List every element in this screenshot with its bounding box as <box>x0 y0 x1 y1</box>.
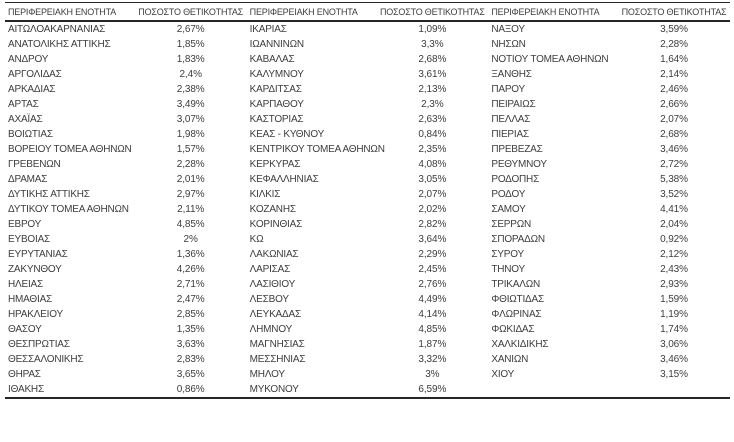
region-cell: ΦΘΙΩΤΙΔΑΣ <box>491 294 544 305</box>
positivity-cell: 2,47% <box>176 294 205 305</box>
table-row <box>488 367 730 382</box>
positivity-cell: 2,71% <box>176 279 205 290</box>
table-row <box>488 247 730 262</box>
table-row <box>488 352 730 367</box>
table-row <box>5 367 247 382</box>
region-cell: ΜΑΓΝΗΣΙΑΣ <box>249 339 305 350</box>
region-cell: ΚΙΛΚΙΣ <box>249 189 281 200</box>
positivity-cell: 6,59% <box>418 384 447 395</box>
column-group-1 <box>5 22 247 397</box>
table-row <box>488 112 730 127</box>
positivity-cell: 3% <box>425 369 440 380</box>
positivity-cell: 3,49% <box>176 99 205 110</box>
region-cell: ΔΥΤΙΚΟΥ ΤΟΜΕΑ ΑΘΗΝΩΝ <box>8 204 129 215</box>
positivity-cell: 3,59% <box>660 24 688 35</box>
region-cell: ΔΥΤΙΚΗΣ ΑΤΤΙΚΗΣ <box>8 189 90 200</box>
column-header-positivity: ΠΟΣΟΣΤΟ ΘΕΤΙΚΟΤΗΤΑΣ <box>138 6 244 17</box>
positivity-cell: 2,66% <box>660 99 688 110</box>
table-row <box>5 22 247 37</box>
region-cell: ΑΡΓΟΛΙΔΑΣ <box>8 69 62 80</box>
region-cell: ΛΕΣΒΟΥ <box>249 294 289 305</box>
region-cell: ΚΟΡΙΝΘΙΑΣ <box>249 219 303 230</box>
table-row <box>247 142 489 157</box>
region-cell: ΤΡΙΚΑΛΩΝ <box>491 279 541 290</box>
region-cell: ΜΗΛΟΥ <box>249 369 285 380</box>
region-cell: ΚΕΦΑΛΛΗΝΙΑΣ <box>249 174 319 185</box>
table-row <box>488 127 730 142</box>
positivity-cell: 3,64% <box>418 234 447 245</box>
positivity-cell: 4,41% <box>660 204 688 215</box>
table-row <box>488 232 730 247</box>
region-cell: ΑΝΔΡΟΥ <box>8 54 49 65</box>
positivity-cell: 1,59% <box>660 294 688 305</box>
positivity-cell: 2,43% <box>660 264 688 275</box>
positivity-cell: 2,28% <box>660 39 688 50</box>
table-row <box>5 322 247 337</box>
table-row <box>5 172 247 187</box>
column-header-region: ΠΕΡΙΦΕΡΕΙΑΚΗ ΕΝΟΤΗΤΑ <box>249 6 358 17</box>
positivity-cell: 2,07% <box>418 189 447 200</box>
region-cell: ΛΗΜΝΟΥ <box>249 324 293 335</box>
table-row <box>5 142 247 157</box>
region-cell: ΛΕΥΚΑΔΑΣ <box>249 309 301 320</box>
positivity-cell: 4,14% <box>418 309 447 320</box>
region-cell: ΠΑΡΟΥ <box>491 84 526 95</box>
positivity-cell: 1,98% <box>176 129 205 140</box>
column-header-region: ΠΕΡΙΦΕΡΕΙΑΚΗ ΕΝΟΤΗΤΑ <box>8 6 117 17</box>
table-row <box>247 82 489 97</box>
table-row <box>5 202 247 217</box>
region-cell: ΤΗΝΟΥ <box>491 264 526 275</box>
positivity-cell: 2,12% <box>660 249 688 260</box>
table-row <box>5 352 247 367</box>
positivity-cell: 2,14% <box>660 69 688 80</box>
region-cell: ΘΕΣΠΡΩΤΙΑΣ <box>8 339 70 350</box>
region-cell: ΕΥΡΥΤΑΝΙΑΣ <box>8 249 68 260</box>
positivity-cell: 3,3% <box>421 39 444 50</box>
table-row <box>247 247 489 262</box>
column-group-2 <box>247 22 489 397</box>
header-pair-3 <box>488 3 730 20</box>
table-row <box>247 277 489 292</box>
table-row <box>488 277 730 292</box>
positivity-table <box>5 2 730 399</box>
table-row <box>488 142 730 157</box>
region-cell: ΞΑΝΘΗΣ <box>491 69 532 80</box>
table-row <box>5 157 247 172</box>
table-row <box>488 52 730 67</box>
table-row <box>488 37 730 52</box>
region-cell: ΧΙΟΥ <box>491 369 515 380</box>
positivity-cell: 0,86% <box>176 384 205 395</box>
positivity-cell: 1,83% <box>176 54 205 65</box>
region-cell: ΕΒΡΟΥ <box>8 219 42 230</box>
positivity-cell: 1,35% <box>176 324 205 335</box>
positivity-cell: 2,97% <box>176 189 205 200</box>
positivity-cell: 2,93% <box>660 279 688 290</box>
table-row <box>488 322 730 337</box>
positivity-cell: 2,45% <box>418 264 447 275</box>
positivity-cell: 2,46% <box>660 84 688 95</box>
table-row <box>5 217 247 232</box>
positivity-cell: 1,36% <box>176 249 205 260</box>
column-header-positivity: ΠΟΣΟΣΤΟ ΘΕΤΙΚΟΤΗΤΑΣ <box>621 6 727 17</box>
region-cell: ΓΡΕΒΕΝΩΝ <box>8 159 61 170</box>
region-cell: ΛΑΚΩΝΙΑΣ <box>249 249 299 260</box>
table-row <box>247 367 489 382</box>
positivity-cell: 2,11% <box>177 204 205 215</box>
positivity-cell: 2,85% <box>176 309 205 320</box>
region-cell: ΗΡΑΚΛΕΙΟΥ <box>8 309 63 320</box>
table-row <box>5 97 247 112</box>
positivity-cell: 1,74% <box>660 324 688 335</box>
region-cell: ΑΡΚΑΔΙΑΣ <box>8 84 56 95</box>
positivity-cell: 2,83% <box>176 354 205 365</box>
table-row <box>5 337 247 352</box>
table-row <box>247 67 489 82</box>
header-pair-1 <box>5 3 247 20</box>
region-cell: ΚΑΒΑΛΑΣ <box>249 54 295 65</box>
positivity-cell: 2,07% <box>660 114 688 125</box>
region-cell: ΑΡΤΑΣ <box>8 99 39 110</box>
table-row <box>488 187 730 202</box>
column-header-region: ΠΕΡΙΦΕΡΕΙΑΚΗ ΕΝΟΤΗΤΑ <box>491 6 600 17</box>
region-cell: ΗΛΕΙΑΣ <box>8 279 44 290</box>
positivity-cell: 2,67% <box>176 24 205 35</box>
positivity-cell: 2,63% <box>418 114 447 125</box>
table-row <box>488 82 730 97</box>
table-row <box>5 307 247 322</box>
region-cell: ΣΥΡΟΥ <box>491 249 524 260</box>
table-row <box>488 97 730 112</box>
region-cell: ΡΟΔΟΠΗΣ <box>491 174 540 185</box>
column-header-positivity: ΠΟΣΟΣΤΟ ΘΕΤΙΚΟΤΗΤΑΣ <box>379 6 485 17</box>
table-row <box>5 187 247 202</box>
region-cell: ΑΝΑΤΟΛΙΚΗΣ ΑΤΤΙΚΗΣ <box>8 39 111 50</box>
region-cell: ΝΑΞΟΥ <box>491 24 525 35</box>
table-row <box>247 127 489 142</box>
table-row <box>247 382 489 397</box>
positivity-cell: 3,32% <box>418 354 447 365</box>
table-row <box>488 292 730 307</box>
region-cell: ΚΩ <box>249 234 264 245</box>
positivity-cell: 4,85% <box>176 219 205 230</box>
table-row <box>488 157 730 172</box>
region-cell: ΦΛΩΡΙΝΑΣ <box>491 309 542 320</box>
positivity-cell: 2,35% <box>418 144 447 155</box>
region-cell: ΘΗΡΑΣ <box>8 369 41 380</box>
table-row <box>5 277 247 292</box>
positivity-cell: 4,08% <box>418 159 447 170</box>
region-cell: ΗΜΑΘΙΑΣ <box>8 294 53 305</box>
positivity-cell: 2% <box>183 234 198 245</box>
region-cell: ΒΟΡΕΙΟΥ ΤΟΜΕΑ ΑΘΗΝΩΝ <box>8 144 132 155</box>
table-row <box>5 112 247 127</box>
region-cell: ΚΕΡΚΥΡΑΣ <box>249 159 301 170</box>
region-cell: ΘΑΣΟΥ <box>8 324 42 335</box>
region-cell: ΜΥΚΟΝΟΥ <box>249 384 299 395</box>
region-cell: ΚΑΡΠΑΘΟΥ <box>249 99 304 110</box>
region-cell: ΣΑΜΟΥ <box>491 204 526 215</box>
positivity-cell: 4,85% <box>418 324 447 335</box>
positivity-cell: 0,84% <box>418 129 447 140</box>
region-cell: ΕΥΒΟΙΑΣ <box>8 234 51 245</box>
region-cell: ΝΟΤΙΟΥ ΤΟΜΕΑ ΑΘΗΝΩΝ <box>491 54 609 65</box>
region-cell: ΛΑΡΙΣΑΣ <box>249 264 291 275</box>
positivity-cell: 1,19% <box>660 309 688 320</box>
region-cell: ΡΕΘΥΜΝΟΥ <box>491 159 547 170</box>
region-cell: ΧΑΝΙΩΝ <box>491 354 529 365</box>
column-group-3 <box>488 22 730 397</box>
table-row <box>5 37 247 52</box>
region-cell: ΠΕΙΡΑΙΩΣ <box>491 99 536 110</box>
table-row <box>488 67 730 82</box>
table-row <box>247 292 489 307</box>
table-row <box>247 97 489 112</box>
table-row <box>488 307 730 322</box>
table-row <box>247 172 489 187</box>
positivity-cell: 1,85% <box>176 39 205 50</box>
table-row <box>5 262 247 277</box>
region-cell: ΙΩΑΝΝΙΝΩΝ <box>249 39 304 50</box>
positivity-cell: 2,04% <box>660 219 688 230</box>
table-row <box>5 52 247 67</box>
table-row <box>247 262 489 277</box>
positivity-cell: 1,09% <box>418 24 447 35</box>
table-row <box>247 112 489 127</box>
positivity-cell: 3,05% <box>418 174 447 185</box>
region-cell: ΛΑΣΙΘΙΟΥ <box>249 279 296 290</box>
positivity-cell: 2,02% <box>418 204 447 215</box>
positivity-cell: 2,82% <box>418 219 447 230</box>
table-row <box>247 37 489 52</box>
positivity-cell: 3,61% <box>418 69 447 80</box>
positivity-cell: 5,38% <box>660 174 688 185</box>
table-row <box>488 202 730 217</box>
region-cell: ΠΡΕΒΕΖΑΣ <box>491 144 543 155</box>
table-row <box>5 382 247 397</box>
region-cell: ΒΟΙΩΤΙΑΣ <box>8 129 53 140</box>
positivity-cell: 2,29% <box>418 249 447 260</box>
positivity-cell: 3,46% <box>660 144 688 155</box>
positivity-cell: 2,01% <box>176 174 205 185</box>
positivity-cell: 2,13% <box>418 84 447 95</box>
region-cell: ΚΕΝΤΡΙΚΟΥ ΤΟΜΕΑ ΑΘΗΝΩΝ <box>249 144 385 155</box>
table-row <box>247 157 489 172</box>
region-cell: ΚΟΖΑΝΗΣ <box>249 204 296 215</box>
table-row <box>247 52 489 67</box>
positivity-cell: 3,52% <box>660 189 688 200</box>
region-cell: ΣΕΡΡΩΝ <box>491 219 532 230</box>
region-cell: ΙΘΑΚΗΣ <box>8 384 44 395</box>
table-row <box>5 292 247 307</box>
positivity-cell: 2,38% <box>176 84 205 95</box>
region-cell: ΚΑΛΥΜΝΟΥ <box>249 69 304 80</box>
region-cell: ΣΠΟΡΑΔΩΝ <box>491 234 545 245</box>
positivity-cell: 4,26% <box>176 264 205 275</box>
table-row <box>247 307 489 322</box>
positivity-cell: 3,06% <box>660 339 688 350</box>
region-cell: ΠΕΛΛΑΣ <box>491 114 531 125</box>
table-row <box>5 67 247 82</box>
region-cell: ΜΕΣΣΗΝΙΑΣ <box>249 354 306 365</box>
table-row <box>488 337 730 352</box>
table-row <box>247 232 489 247</box>
region-cell: ΡΟΔΟΥ <box>491 189 526 200</box>
positivity-cell: 4,49% <box>418 294 447 305</box>
positivity-cell: 2,4% <box>179 69 202 80</box>
region-cell: ΘΕΣΣΑΛΟΝΙΚΗΣ <box>8 354 84 365</box>
table-row <box>5 247 247 262</box>
region-cell: ΠΙΕΡΙΑΣ <box>491 129 529 140</box>
table-row <box>247 22 489 37</box>
table-row <box>247 352 489 367</box>
table-row <box>247 202 489 217</box>
table-row <box>247 322 489 337</box>
positivity-cell: 2,72% <box>660 159 688 170</box>
positivity-cell: 0,92% <box>660 234 688 245</box>
table-body <box>5 22 730 399</box>
table-row <box>488 262 730 277</box>
region-cell: ΑΧΑΪΑΣ <box>8 114 43 125</box>
table-row <box>488 172 730 187</box>
positivity-cell: 3,07% <box>176 114 205 125</box>
table-row <box>247 217 489 232</box>
positivity-cell: 2,28% <box>176 159 205 170</box>
table-header-row <box>5 2 730 22</box>
positivity-cell: 2,3% <box>421 99 444 110</box>
positivity-cell: 3,63% <box>176 339 205 350</box>
positivity-cell: 1,57% <box>176 144 205 155</box>
table-row <box>488 217 730 232</box>
table-row <box>5 232 247 247</box>
positivity-cell: 2,76% <box>418 279 447 290</box>
table-row <box>5 82 247 97</box>
region-cell: ΑΙΤΩΛΟΑΚΑΡΝΑΝΙΑΣ <box>8 24 106 35</box>
positivity-cell: 3,65% <box>176 369 205 380</box>
positivity-cell: 3,46% <box>660 354 688 365</box>
region-cell: ΚΕΑΣ - ΚΥΘΝΟΥ <box>249 129 325 140</box>
region-cell: ΖΑΚΥΝΘΟΥ <box>8 264 62 275</box>
positivity-cell: 1,87% <box>418 339 447 350</box>
header-pair-2 <box>247 3 489 20</box>
table-row <box>247 187 489 202</box>
positivity-cell: 2,68% <box>418 54 447 65</box>
region-cell: ΝΗΣΩΝ <box>491 39 526 50</box>
positivity-cell: 3,15% <box>660 369 688 380</box>
positivity-cell: 2,68% <box>660 129 688 140</box>
positivity-cell: 1,64% <box>660 54 688 65</box>
region-cell: ΙΚΑΡΙΑΣ <box>249 24 287 35</box>
table-row <box>488 22 730 37</box>
region-cell: ΔΡΑΜΑΣ <box>8 174 48 185</box>
region-cell: ΦΩΚΙΔΑΣ <box>491 324 535 335</box>
table-row <box>247 337 489 352</box>
region-cell: ΧΑΛΚΙΔΙΚΗΣ <box>491 339 549 350</box>
region-cell: ΚΑΡΔΙΤΣΑΣ <box>249 84 302 95</box>
table-row <box>5 127 247 142</box>
region-cell: ΚΑΣΤΟΡΙΑΣ <box>249 114 304 125</box>
